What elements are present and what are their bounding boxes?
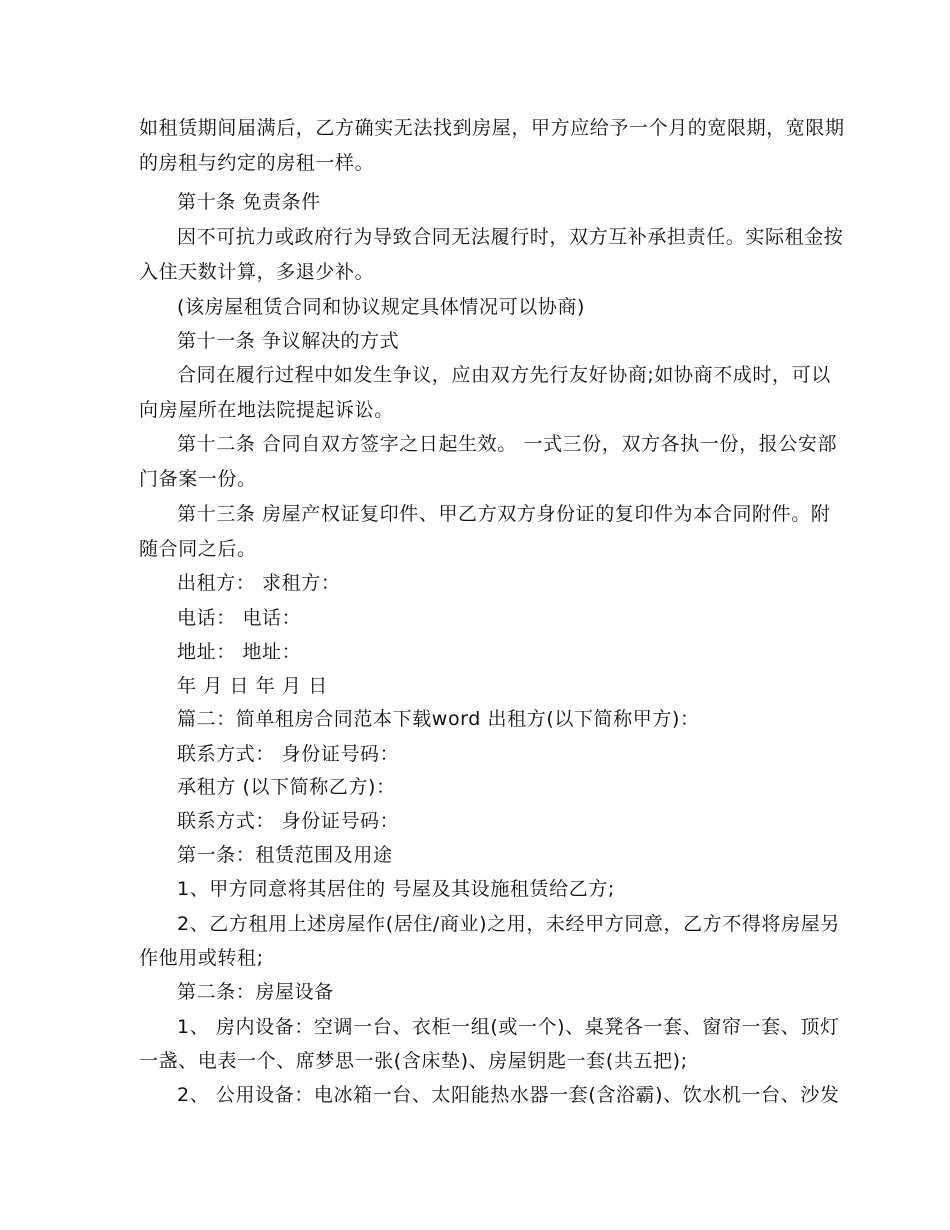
form-field-line: 承租方 (以下简称乙方)：: [177, 776, 396, 798]
text-line: 1、甲方同意将其居住的 号屋及其设施租赁给乙方;: [177, 878, 615, 900]
text-line: 的房租与约定的房租一样。: [139, 152, 375, 174]
text-line: 一盏、电表一个、席梦思一张(含床垫)、房屋钥匙一套(共五把);: [139, 1050, 688, 1072]
text-line: 第十三条 房屋产权证复印件、甲乙方双方身份证的复印件为本合同附件。附: [177, 503, 831, 525]
signature-field: 地址： 地址：: [177, 641, 302, 663]
section-heading: 第十一条 争议解决的方式: [177, 330, 400, 352]
text-line: 2、 公用设备：电冰箱一台、太阳能热水器一套(含浴霸)、饮水机一台、沙发: [177, 1084, 840, 1106]
section-heading: 第十条 免责条件: [177, 191, 321, 213]
text-line: 门备案一份。: [139, 468, 257, 490]
text-line: 因不可抗力或政府行为导致合同无法履行时，双方互补承担责任。实际租金按: [177, 226, 844, 248]
text-line: 作他用或转租;: [139, 947, 264, 969]
section-heading: 第一条：租赁范围及用途: [177, 844, 393, 866]
text-line: 如租赁期间届满后，乙方确实无法找到房屋，甲方应给予一个月的宽限期，宽限期: [139, 117, 845, 139]
text-line: 入住天数计算，多退少补。: [139, 261, 375, 283]
text-line: 随合同之后。: [139, 538, 257, 560]
text-line: 1、 房内设备：空调一台、衣柜一组(或一个)、桌凳各一套、窗帘一套、顶灯: [177, 1016, 840, 1038]
text-line: (该房屋租赁合同和协议规定具体情况可以协商): [177, 296, 586, 318]
signature-field: 电话： 电话：: [177, 607, 302, 629]
signature-field: 出租方： 求租方：: [177, 572, 341, 594]
section-heading: 第二条：房屋设备: [177, 981, 334, 1003]
text-line: 合同在履行过程中如发生争议，应由双方先行友好协商;如协商不成时，可以: [177, 364, 831, 386]
section-heading: 篇二：简单租房合同范本下载word 出租方(以下简称甲方)：: [177, 708, 700, 730]
text-line: 2、乙方租用上述房屋作(居住/商业)之用，未经甲方同意，乙方不得将房屋另: [177, 913, 840, 935]
form-field-line: 联系方式： 身份证号码：: [177, 743, 400, 765]
text-line: 第十二条 合同自双方签字之日起生效。 一式三份，双方各执一份，报公安部: [177, 433, 838, 455]
form-field-line: 联系方式： 身份证号码：: [177, 810, 400, 832]
text-line: 向房屋所在地法院提起诉讼。: [139, 399, 394, 421]
signature-field: 年 月 日 年 月 日: [177, 675, 328, 697]
